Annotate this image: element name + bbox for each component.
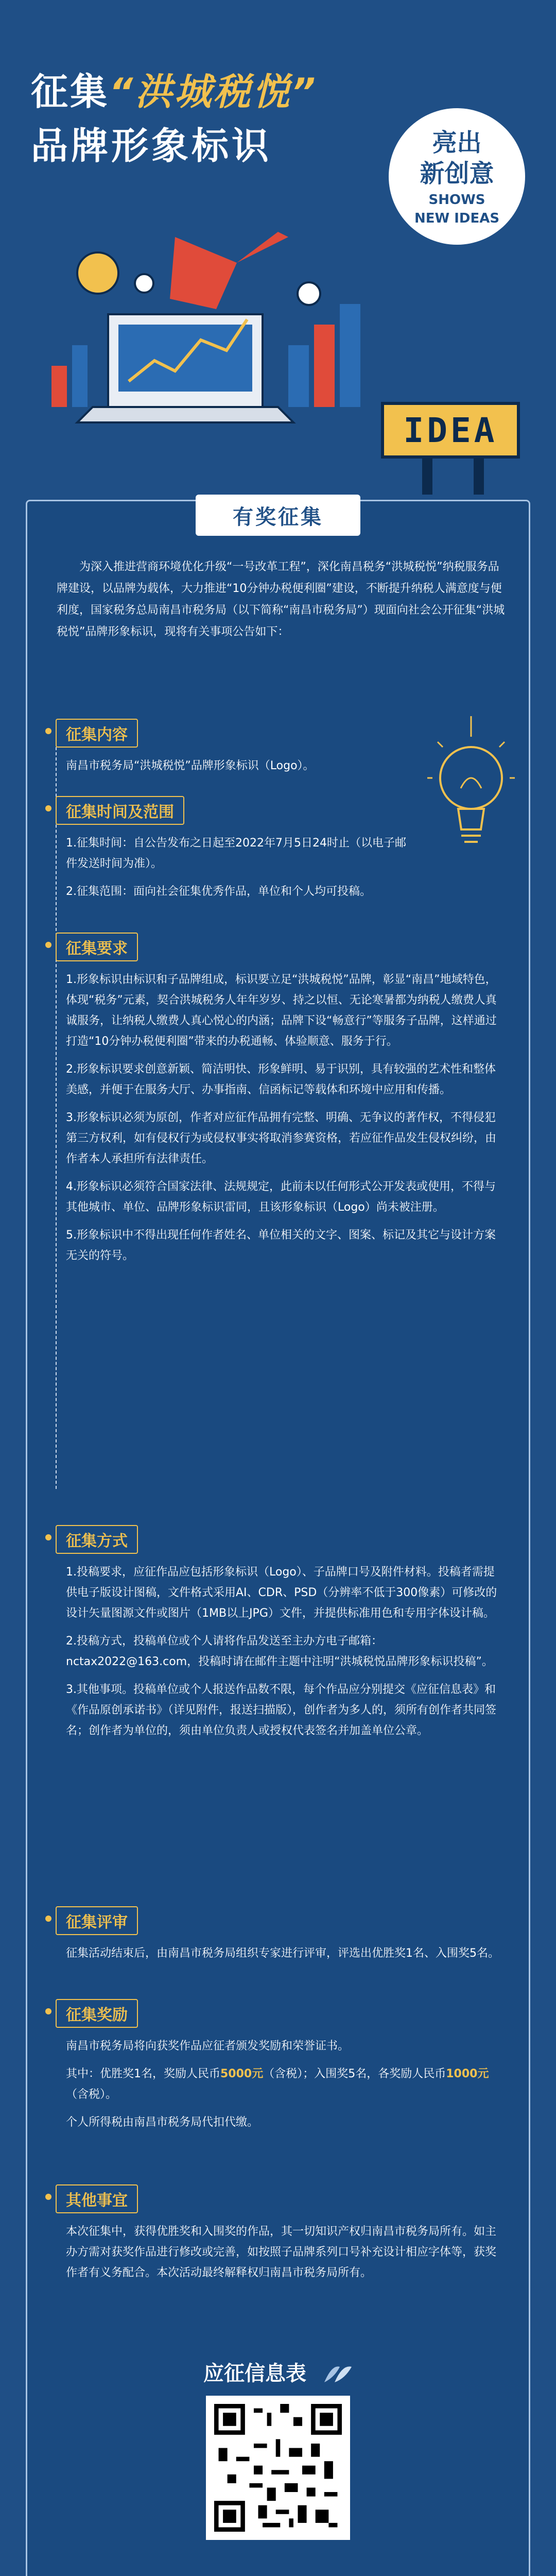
section-requirements — [51, 933, 505, 1274]
award-text: （含税）；入围奖5名，各奖励人民币 — [263, 2067, 446, 2080]
time-item: 2.征集范围：面向社会征集优秀作品，单位和个人均可投稿。 — [66, 885, 371, 898]
requirement-item: 2.形象标识要求创意新颖、简洁明快、形象鲜明、易于识别，具有较强的艺术性和整体美感，并便于在服务大厅、办事指南、信函标记等载体和环境中应用和传播。 — [66, 1063, 496, 1096]
notice-intro: 为深入推进营商环境优化升级“一号改革工程”，深化南昌税务“洪城税悦”纳税服务品牌建设，以品牌为载体，大力推进“10分钟办税便利圈”建设，不断提升纳税人满意度与便利度，国家税务总局南昌市税务局（以下简称“南昌市税务局”）现面向社会公开征集“洪城税悦”品牌形象标识，现将有关事项公告如下： — [57, 561, 505, 638]
qr-form-heading — [0, 2357, 556, 2386]
award-line3: 个人所得税由南昌市税务局代扣代缴。 — [66, 2116, 259, 2129]
section-body: 南昌市税务局“洪城税悦”品牌形象标识（Logo）。 — [66, 759, 315, 772]
badge-line4: NEW IDEAS — [414, 210, 500, 226]
badge-line2: 新创意 — [420, 159, 494, 188]
idea-sign-leg — [422, 459, 432, 495]
section-body — [66, 833, 412, 902]
leaf-icon — [322, 2364, 353, 2385]
method-item: 2.投稿方式，投稿单位或个人请将作品发送至主办方电子邮箱：nctax2022@163.com，投稿时请在邮件主题中注明“洪城税悦品牌形象标识投稿”。 — [66, 1635, 493, 1668]
section-heading: 征集方式 — [56, 1525, 138, 1554]
section-body — [66, 970, 505, 1266]
award-line1: 南昌市税务局将向获奖作品应征者颁发奖励和荣誉证书。 — [66, 2040, 350, 2053]
requirement-item: 4.形象标识必须符合国家法律、法规规定，此前未以任何形式公开发表或使用，不得与其他城市、单位、品牌形象标识雷同，且该形象标识（Logo）尚未被注册。 — [66, 1180, 496, 1214]
badge-line1: 亮出 — [432, 128, 482, 157]
footer-background — [0, 2535, 556, 2576]
section-heading: 征集内容 — [56, 719, 138, 748]
poster-title-line2: 品牌形象标识 — [31, 124, 272, 167]
idea-sign: IDEA — [381, 402, 520, 459]
award-amount: 5000元 — [220, 2067, 264, 2080]
requirement-item: 3.形象标识必须为原创，作者对应征作品拥有完整、明确、无争议的著作权，不得侵犯第三方权利，如有侵权行为或侵权事实将取消参赛资格，若应征作品发生侵权纠纷，由作者本人承担所有法律责任。 — [66, 1111, 497, 1165]
method-item: 3.其他事项。投稿单位或个人报送作品数不限，每个作品应分别提交《应征信息表》和《作品原创承诺书》（详见附件，报送扫描版），创作者为多人的，须所有创作者共同签名；创作者为单位的，须由单位负责人或授权代表签名并加盖单位公章。 — [66, 1683, 497, 1737]
title-prefix: 征集 — [31, 70, 110, 113]
requirement-item: 1.形象标识由标识和子品牌组成，标识要立足“洪城税悦”品牌，彰显“南昌”地域特色，体现“税务”元素，契合洪城税务人年年岁岁、持之以恒、无论寒暑都为纳税人缴费人真诚服务，让纳税人缴费人真心悦心的内涵；品牌下设“畅意行”等服务子品牌，这样通过打造“10分钟办税便利圈”带来的办税通畅、体验顺意、服务于行。 — [66, 973, 497, 1048]
section-body: 本次征集中，获得优胜奖和入围奖的作品，其一切知识产权归南昌市税务局所有。如主办方需对获奖作品进行修改或完善，如按照子品牌系列口号补充设计相应字体等，获奖作者有义务配合。本次活动最终解释权归南昌市税务局所有。 — [66, 2225, 497, 2279]
section-method — [51, 1525, 505, 1749]
section-content — [51, 719, 412, 776]
section-heading: 征集时间及范围 — [56, 796, 184, 825]
section-review — [51, 1906, 505, 1964]
section-body — [66, 1562, 505, 1741]
section-heading: 征集奖励 — [56, 1999, 138, 2028]
section-body — [66, 2036, 505, 2133]
section-time — [51, 796, 412, 909]
section-heading: 征集要求 — [56, 933, 138, 961]
qr-form-title: 应征信息表 — [203, 2362, 307, 2385]
title-highlight: “洪城税悦” — [109, 70, 318, 113]
slogan-badge — [389, 108, 525, 245]
award-text: 其中：优胜奖1名，奖励人民币 — [66, 2067, 220, 2080]
poster-title-line1 — [31, 62, 318, 115]
qr-code-icon — [214, 2404, 342, 2532]
section-body: 征集活动结束后，由南昌市税务局组织专家进行评审，评选出优胜奖1名、入围奖5名。 — [66, 1947, 499, 1960]
badge-line3: SHOWS — [428, 192, 485, 208]
time-item: 1.征集时间：自公告发布之日起至2022年7月5日24时止（以电子邮件发送时间为准）。 — [66, 837, 406, 870]
lightbulb-icon — [427, 716, 515, 855]
award-amount: 1000元 — [446, 2067, 489, 2080]
section-heading: 征集评审 — [56, 1906, 138, 1935]
award-line2 — [66, 2064, 505, 2105]
award-text: （含税）。 — [66, 2088, 117, 2101]
qr-code-form[interactable] — [206, 2396, 350, 2540]
requirement-item: 5.形象标识中不得出现任何作者姓名、单位相关的文字、图案、标记及其它与设计方案无关的符号。 — [66, 1229, 496, 1262]
hero-illustration — [21, 216, 381, 433]
section-other — [51, 2184, 505, 2283]
method-item: 1.投稿要求，应征作品应包括形象标识（Logo）、子品牌口号及附件材料。投稿者需提供电子版设计图稿，文件格式采用AI、CDR、PSD（分辨率不低于300像素）可修改的设计矢量图源文件或图片（1MB以上JPG）文件，并提供标准用色和专用字体设计稿。 — [66, 1566, 497, 1620]
section-award — [51, 1999, 505, 2140]
idea-sign-leg — [474, 459, 484, 495]
section-heading: 其他事宜 — [56, 2184, 138, 2213]
notice-heading: 有奖征集 — [196, 495, 360, 536]
